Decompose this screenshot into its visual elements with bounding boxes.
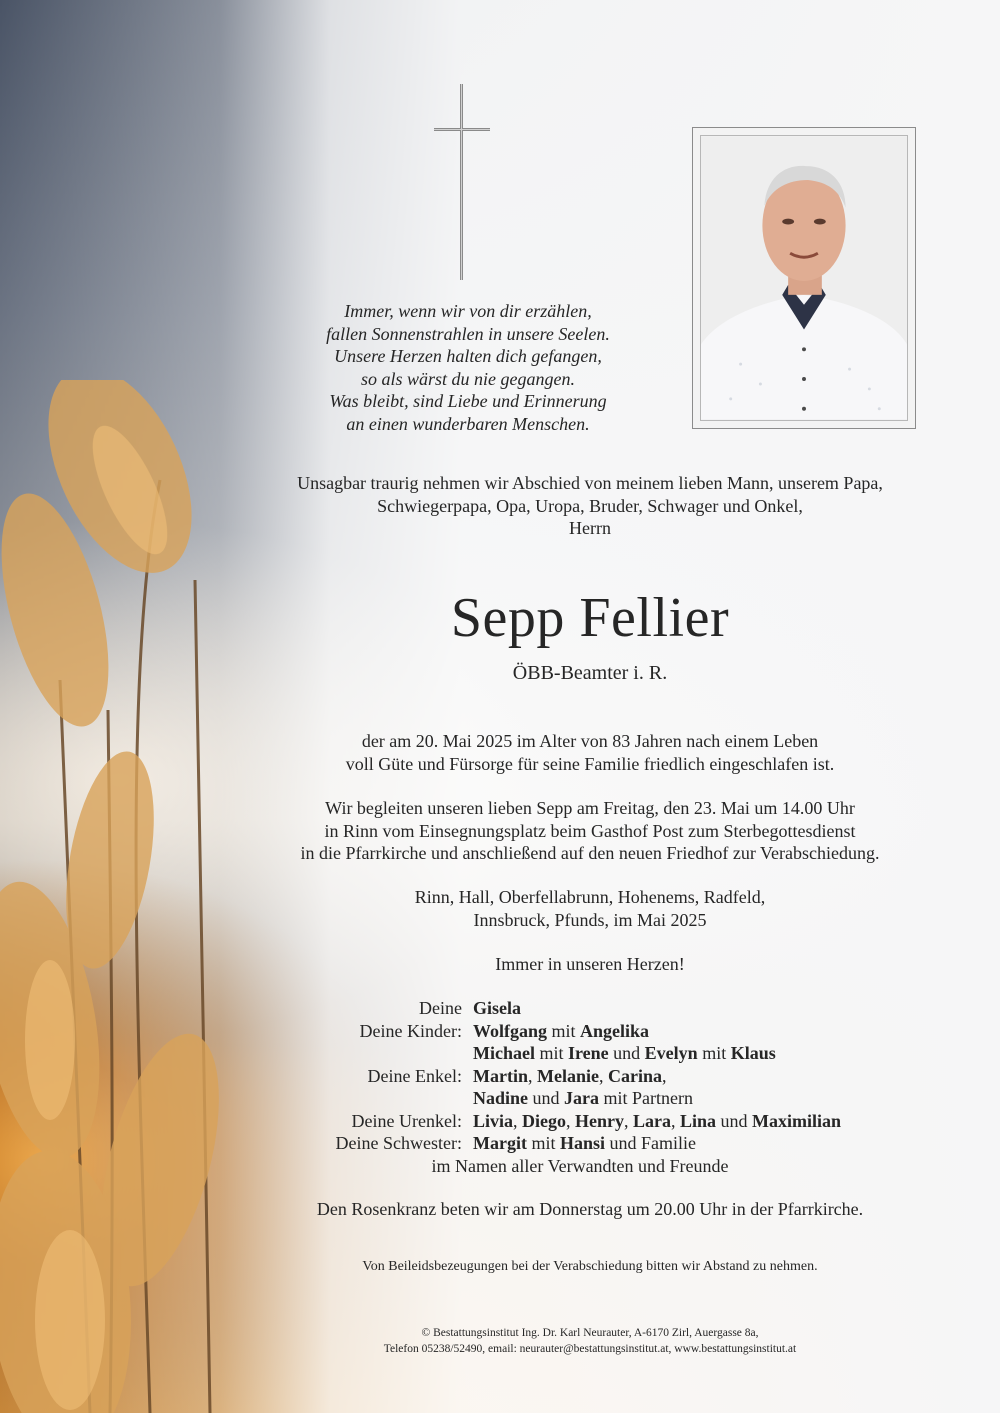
mourner-name: Margit — [473, 1133, 527, 1153]
mourner-connector: , — [598, 1065, 608, 1086]
mourner-row — [240, 1065, 940, 1088]
mourner-relation-label: Deine Enkel: — [367, 1065, 462, 1086]
mourner-connector: und — [716, 1110, 753, 1131]
poem-line: Was bleibt, sind Liebe und Erinnerung — [329, 391, 607, 411]
memorial-poem — [268, 300, 668, 435]
mourner-connector: , — [624, 1110, 634, 1131]
farewell-intro — [240, 472, 940, 540]
mourner-name: Maximilian — [752, 1110, 842, 1131]
mourner-connector: , — [566, 1110, 576, 1131]
deceased-name: Sepp Fellier — [450, 587, 730, 649]
death-notice-line: voll Güte und Fürsorge für seine Familie friedlich eingeschlafen ist. — [345, 753, 835, 774]
mourner-row — [240, 1020, 940, 1043]
condolence-note: Von Beileidsbezeugungen bei der Verabschiedung bitten wir Abstand zu nehmen. — [362, 1259, 818, 1274]
mourner-relation-label: Deine Urenkel: — [351, 1110, 462, 1131]
mourner-connector: mit Partnern — [599, 1088, 693, 1108]
mourner-name: Klaus — [730, 1043, 776, 1063]
mourner-connector: , — [513, 1110, 523, 1131]
death-notice-line: der am 20. Mai 2025 im Alter von 83 Jahren nach einem Leben — [361, 731, 819, 751]
portrait-photo-frame — [692, 127, 916, 429]
mourner-relation-label — [240, 1042, 473, 1065]
mourner-names — [473, 1110, 841, 1133]
intro-line: Schwiegerpapa, Opa, Uropa, Bruder, Schwager und Onkel, — [377, 495, 803, 516]
funeral-details — [240, 797, 940, 865]
mourner-name: Michael — [473, 1043, 535, 1063]
rosary-notice: Den Rosenkranz beten wir am Donnerstag um 20.00 Uhr in der Pfarrkirche. — [316, 1199, 864, 1219]
mourner-names — [473, 1132, 696, 1155]
funeral-line: in Rinn vom Einsegnungsplatz beim Gasthof Post zum Sterbegottesdienst — [324, 820, 856, 841]
portrait-illustration — [701, 136, 907, 420]
mourner-connector: , — [527, 1065, 537, 1086]
mourner-relation-label: Deine Schwester: — [335, 1133, 462, 1153]
mourner-name: Gisela — [473, 998, 521, 1018]
mourner-name: Melanie — [536, 1065, 599, 1086]
mourners-suffix: im Namen aller Verwandten und Freunde — [431, 1155, 729, 1176]
mourner-name: Hansi — [560, 1133, 606, 1153]
poem-line: so als wärst du nie gegangen. — [361, 368, 575, 389]
places-line: Rinn, Hall, Oberfellabrunn, Hohenems, Radfeld, — [414, 887, 766, 907]
mourner-row — [240, 997, 940, 1020]
footer-line: Telefon 05238/52490, email: neurauter@bestattungsinstitut.at, www.bestattungsinstitut.at — [383, 1343, 797, 1355]
death-notice — [240, 730, 940, 775]
mourner-name: Henry — [575, 1110, 625, 1131]
mourner-row — [240, 1087, 940, 1110]
mourner-name: Martin — [473, 1065, 528, 1086]
latin-cross-icon — [434, 84, 490, 280]
mourner-name: Jara — [564, 1088, 600, 1108]
mourner-connector: und — [608, 1043, 645, 1063]
mourner-connector: und — [528, 1088, 565, 1108]
mourner-connector: mit — [534, 1043, 568, 1063]
places-line: Innsbruck, Pfunds, im Mai 2025 — [473, 909, 707, 930]
mourner-row — [240, 1042, 940, 1065]
mourner-row — [240, 1132, 940, 1155]
mourner-relation-label — [240, 1087, 473, 1110]
mourner-names — [473, 997, 521, 1020]
poem-line: fallen Sonnenstrahlen in unsere Seelen. — [326, 323, 610, 344]
poem-line: an einen wunderbaren Menschen. — [346, 413, 590, 434]
mourner-names — [473, 1020, 649, 1043]
mourner-connector: mit — [697, 1043, 731, 1063]
mourner-connector: mit — [526, 1133, 560, 1153]
intro-line: Unsagbar traurig nehmen wir Abschied von meinem lieben Mann, unserem Papa, — [297, 473, 883, 493]
footer-line: © Bestattungsinstitut Ing. Dr. Karl Neurauter, A-6170 Zirl, Auergasse 8a, — [421, 1327, 759, 1339]
mourner-name: Lina — [680, 1110, 717, 1131]
mourner-relation-label: Deine Kinder: — [359, 1020, 462, 1041]
mourner-names — [473, 1087, 693, 1110]
mourner-name: Nadine — [473, 1088, 529, 1108]
mourner-names — [473, 1042, 776, 1065]
poem-line: Immer, wenn wir von dir erzählen, — [344, 301, 592, 321]
mourner-name: Carina — [607, 1065, 662, 1086]
intro-line: Herrn — [569, 518, 611, 538]
funeral-line: Wir begleiten unseren lieben Sepp am Freitag, den 23. Mai um 14.00 Uhr — [325, 798, 855, 818]
mourner-name: Livia — [473, 1110, 514, 1131]
mourner-name: Irene — [568, 1043, 609, 1063]
funeral-line: in die Pfarrkirche und anschließend auf den neuen Friedhof zur Verabschiedung. — [300, 843, 880, 863]
funeral-home-footer — [240, 1325, 940, 1357]
mourner-name: Diego — [522, 1110, 567, 1131]
mourner-connector: mit — [547, 1020, 581, 1041]
mourner-connector: und Familie — [605, 1133, 697, 1153]
in-our-hearts: Immer in unseren Herzen! — [495, 954, 685, 974]
poem-line: Unsere Herzen halten dich gefangen, — [334, 346, 602, 366]
mourner-connector: , — [671, 1110, 681, 1131]
deceased-title: ÖBB-Beamter i. R. — [512, 662, 668, 684]
places-and-date — [240, 886, 940, 931]
mourner-name: Evelyn — [644, 1043, 698, 1063]
portrait-photo — [700, 135, 908, 421]
mourner-connector: , — [661, 1065, 667, 1086]
mourner-names — [473, 1065, 666, 1088]
mourner-name: Wolfgang — [473, 1020, 548, 1041]
mourner-row — [240, 1110, 940, 1133]
mourner-name: Angelika — [580, 1020, 650, 1041]
mourners-list — [240, 997, 940, 1177]
mourner-relation-label: Deine — [419, 998, 462, 1018]
mourner-name: Lara — [633, 1110, 672, 1131]
